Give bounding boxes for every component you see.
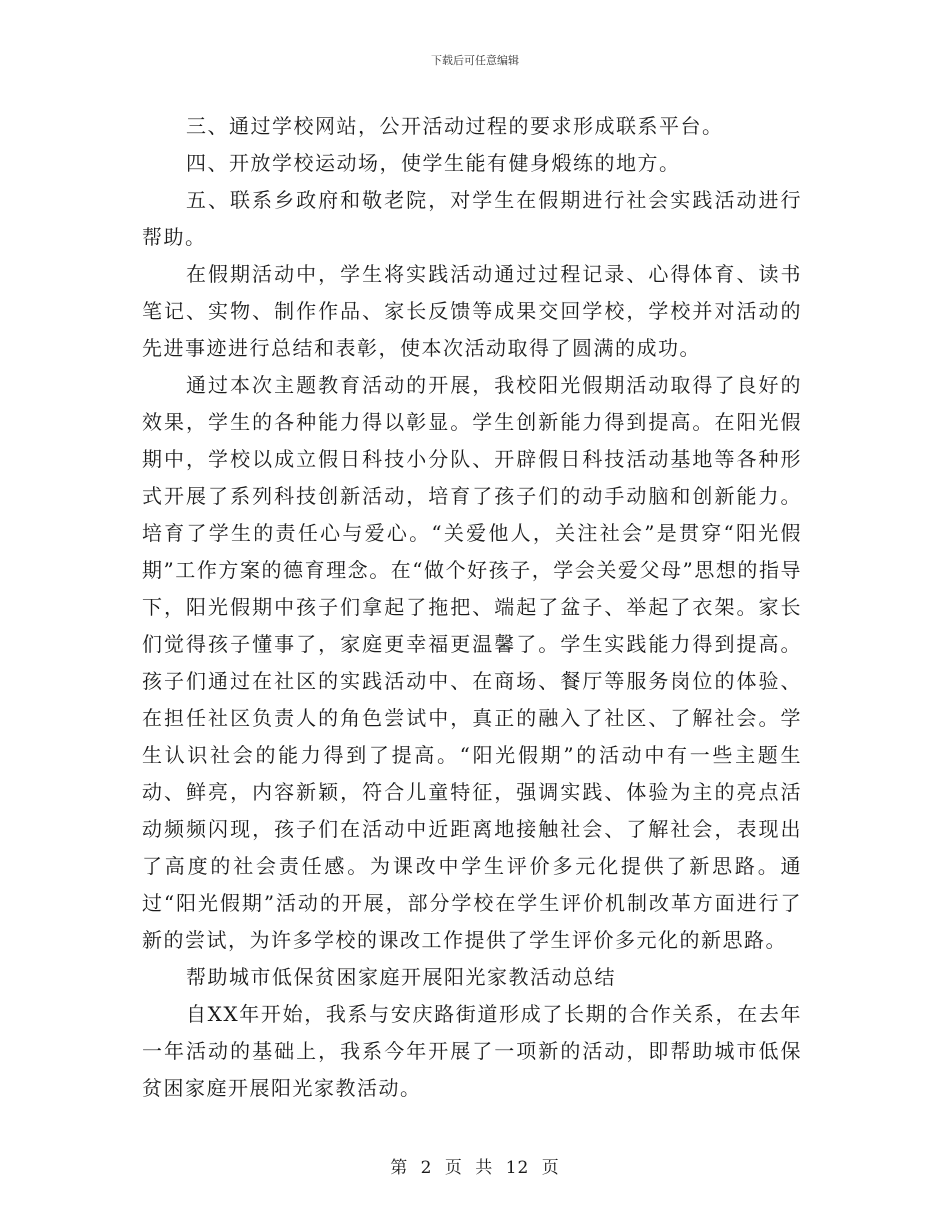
section-heading: 帮助城市低保贫困家庭开展阳光家教活动总结: [186, 965, 616, 989]
page-header: 下载后可任意编辑: [431, 54, 519, 67]
page-number: 第 2 页 共 12 页: [390, 1158, 560, 1178]
paragraph-item-3: 三、通过学校网站，公开活动过程的要求形成联系平台。: [186, 114, 724, 138]
paragraph-item-5: 五、联系乡政府和敬老院，对学生在假期进行社会实践活动进行帮助。: [142, 188, 802, 249]
paragraph-intro: 自XX年开始，我系与安庆路街道形成了长期的合作关系，在去年一年活动的基础上，我系今年开展了一项新的活动，即帮助城市低保贫困家庭开展阳光家教活动。: [142, 1002, 802, 1100]
paragraph-item-4: 四、开放学校运动场，使学生能有健身煅练的地方。: [186, 151, 681, 175]
paragraph-activity-summary: 在假期活动中，学生将实践活动通过过程记录、心得体育、读书笔记、实物、制作作品、家长反馈等成果交回学校，学校并对活动的先进事迹进行总结和表彰，使本次活动取得了圆满的成功。: [142, 262, 802, 360]
paragraph-results: 通过本次主题教育活动的开展，我校阳光假期活动取得了良好的效果，学生的各种能力得以彰显。学生创新能力得到提高。在阳光假期中，学校以成立假日科技小分队、开辟假日科技活动基地等各种形式开展了系列科技创新活动，培育了孩子们的动手动脑和创新能力。培育了学生的责任心与爱心。“关爱他人，关注社会”是贯穿“阳光假期”工作方案的德育理念。在“做个好孩子，学会关爱父母”思想的指导下，阳光假期中孩子们拿起了拖把、端起了盆子、举起了衣架。家长们觉得孩子懂事了，家庭更幸福更温馨了。学生实践能力得到提高。孩子们通过在社区的实践活动中、在商场、餐厅等服务岗位的体验、在担任社区负责人的角色尝试中，真正的融入了社区、了解社会。学生认识社会的能力得到了提高。“阳光假期”的活动中有一些主题生动、鲜亮，内容新颖，符合儿童特征，强调实践、体验为主的亮点活动频频闪现，孩子们在活动中近距离地接触社会、了解社会，表现出了高度的社会责任感。为课改中学生评价多元化提供了新思路。通过“阳光假期”活动的开展，部分学校在学生评价机制改革方面进行了新的尝试，为许多学校的课改工作提供了学生评价多元化的新思路。: [142, 373, 802, 952]
document-body: [142, 108, 802, 1107]
